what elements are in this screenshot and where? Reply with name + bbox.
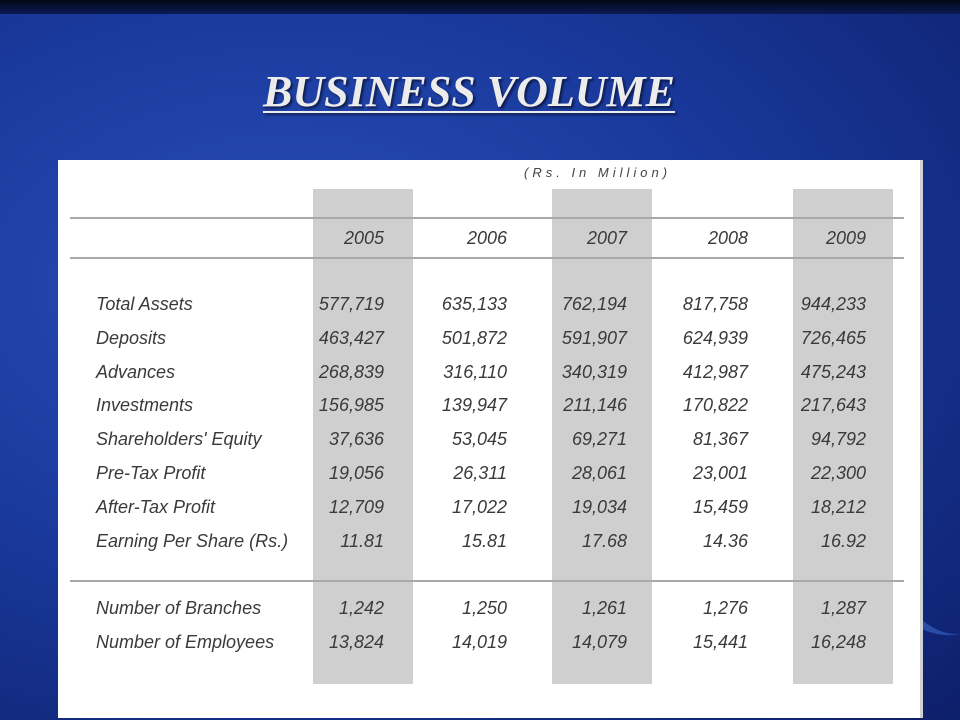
- year-header-2009: 2009: [825, 228, 866, 248]
- row-label: Investments: [96, 395, 194, 416]
- row-label: Pre-Tax Profit: [96, 463, 206, 483]
- table-cell: 316,110: [443, 361, 507, 382]
- table-cell: 1,261: [581, 598, 627, 618]
- section-divider: [70, 580, 904, 582]
- table-cell: 17,022: [451, 496, 507, 517]
- table-cell: 16,248: [810, 631, 866, 652]
- table-cell: 268,839: [318, 361, 384, 382]
- table-cell: 69,271: [571, 429, 627, 450]
- table-cell: 944,233: [800, 294, 866, 314]
- row-label: Shareholders' Equity: [96, 429, 262, 450]
- year-header-2006: 2006: [466, 228, 507, 248]
- table-cell: 19,034: [571, 496, 627, 517]
- year-header-2005: 2005: [343, 228, 384, 248]
- table-cell: 1,276: [702, 598, 748, 618]
- table-cell: 635,133: [441, 294, 507, 314]
- table-cell: 475,243: [800, 361, 866, 382]
- unit-note: (Rs. In Million): [524, 165, 672, 180]
- table-cell: 340,319: [561, 361, 627, 382]
- top-bar: [0, 0, 960, 14]
- row-label: Number of Branches: [96, 598, 262, 618]
- row-label: Total Assets: [96, 294, 193, 314]
- table-cell: 170,822: [682, 395, 748, 416]
- table-cell: 15,459: [692, 496, 748, 517]
- slide-title: BUSINESS VOLUME: [263, 67, 676, 116]
- table-cell: 501,872: [441, 327, 507, 348]
- table-cell: 1,242: [338, 598, 384, 618]
- table-cell: 19,056: [328, 463, 384, 483]
- table-cell: 1,287: [820, 598, 866, 618]
- table-cell: 13,824: [328, 631, 384, 652]
- table-cell: 17.68: [581, 530, 627, 551]
- table-cell: 15,441: [692, 631, 748, 652]
- table-cell: 817,758: [682, 294, 748, 314]
- table-cell: 18,212: [810, 496, 866, 517]
- table-cell: 726,465: [800, 327, 866, 348]
- table-cell: 14.36: [702, 530, 748, 551]
- table-cell: 591,907: [561, 327, 627, 348]
- table-cell: 22,300: [810, 463, 866, 483]
- table-cell: 139,947: [441, 395, 507, 416]
- table-cell: 53,045: [451, 429, 507, 450]
- table-cell: 15.81: [461, 530, 507, 551]
- table-cell: 14,019: [451, 631, 507, 652]
- table-cell: 624,939: [682, 327, 748, 348]
- table-cell: 762,194: [561, 294, 627, 314]
- row-label: Number of Employees: [96, 631, 275, 652]
- row-label: After-Tax Profit: [96, 496, 216, 517]
- row-label: Advances: [96, 361, 176, 382]
- table-cell: 463,427: [318, 327, 384, 348]
- row-label: Earning Per Share (Rs.): [96, 530, 289, 551]
- table-cell: 28,061: [571, 463, 627, 483]
- table-cell: 156,985: [318, 395, 384, 416]
- table-cell: 23,001: [692, 463, 748, 483]
- year-header-2008: 2008: [707, 228, 748, 248]
- table-cell: 26,311: [453, 463, 507, 483]
- table-cell: 412,987: [682, 361, 748, 382]
- header-bottom-rule: [70, 257, 904, 259]
- table-cell: 81,367: [692, 429, 748, 450]
- table-cell: 1,250: [461, 598, 507, 618]
- row-label: Deposits: [96, 327, 167, 348]
- table-cell: 12,709: [328, 496, 384, 517]
- table-cell: 11.81: [340, 530, 384, 551]
- table-cell: 16.92: [820, 530, 866, 551]
- table-panel: [58, 160, 923, 718]
- table-cell: 37,636: [328, 429, 384, 450]
- table-cell: 211,146: [563, 395, 627, 416]
- header-top-rule: [70, 217, 904, 219]
- year-header-2007: 2007: [586, 228, 627, 248]
- table-cell: 94,792: [810, 429, 866, 450]
- table-cell: 217,643: [800, 395, 866, 416]
- table-cell: 14,079: [571, 631, 627, 652]
- table-cell: 577,719: [318, 294, 384, 314]
